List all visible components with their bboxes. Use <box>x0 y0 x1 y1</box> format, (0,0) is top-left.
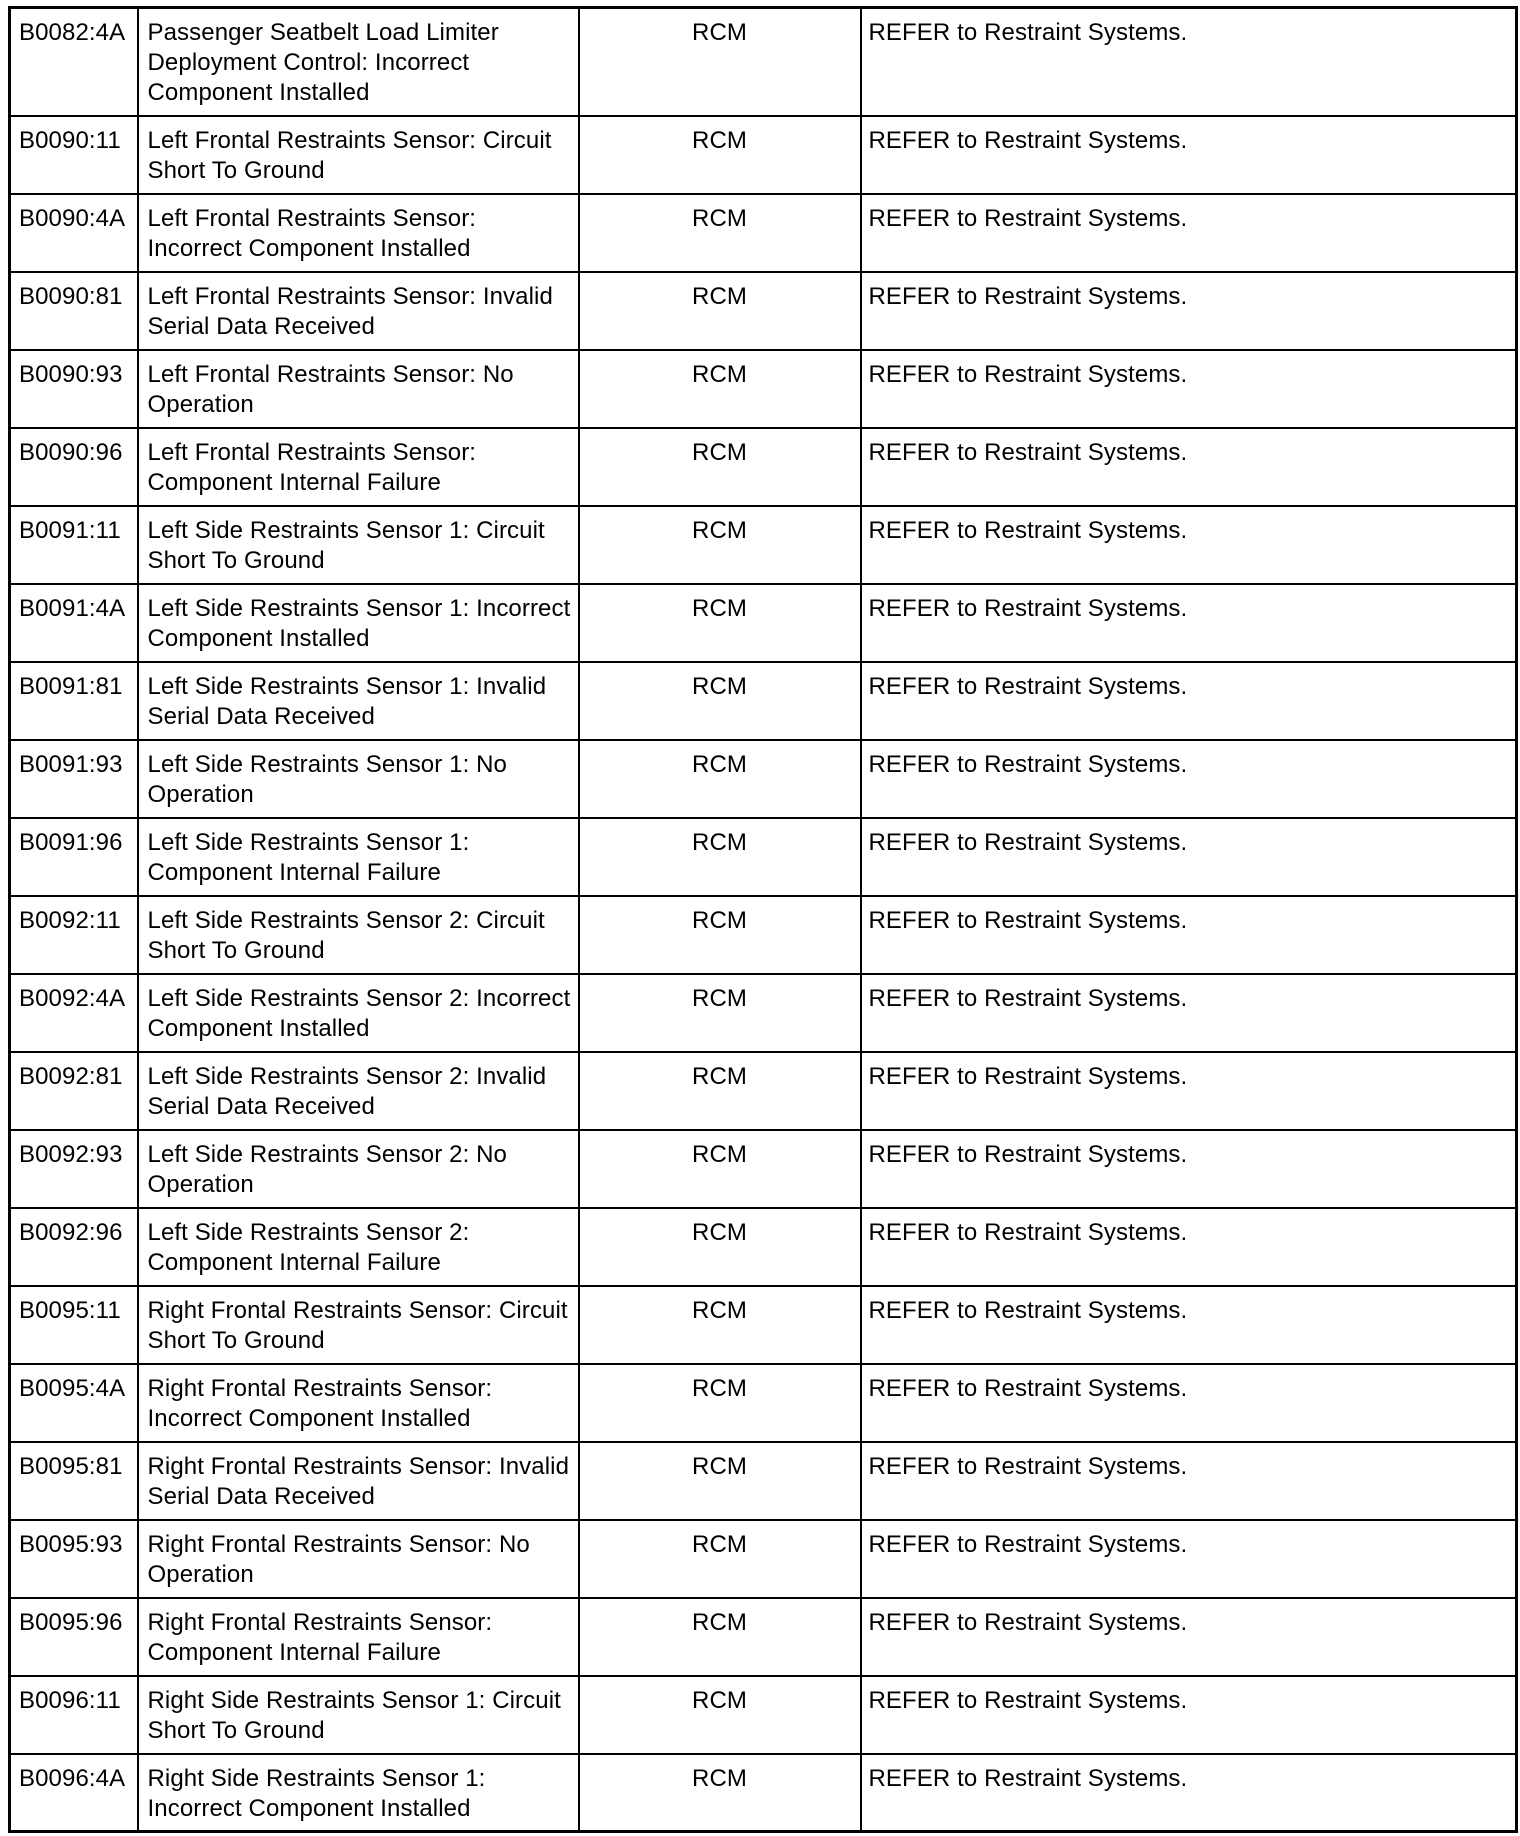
dtc-description: Right Frontal Restraints Sensor: Component Internal Failure <box>138 1598 579 1676</box>
dtc-module: RCM <box>579 1208 861 1286</box>
table-row <box>10 1364 1517 1442</box>
dtc-code: B0091:81 <box>10 662 138 740</box>
dtc-description: Left Side Restraints Sensor 2: Circuit Short To Ground <box>138 896 579 974</box>
dtc-module: RCM <box>579 1286 861 1364</box>
dtc-action: REFER to Restraint Systems. <box>861 1208 1517 1286</box>
dtc-action: REFER to Restraint Systems. <box>861 428 1517 506</box>
dtc-action: REFER to Restraint Systems. <box>861 1520 1517 1598</box>
dtc-description: Right Frontal Restraints Sensor: Incorrect Component Installed <box>138 1364 579 1442</box>
dtc-code: B0096:4A <box>10 1754 138 1832</box>
dtc-description: Right Frontal Restraints Sensor: Invalid Serial Data Received <box>138 1442 579 1520</box>
dtc-table <box>8 6 1518 1833</box>
dtc-code: B0091:4A <box>10 584 138 662</box>
dtc-code: B0095:4A <box>10 1364 138 1442</box>
dtc-module: RCM <box>579 662 861 740</box>
dtc-action: REFER to Restraint Systems. <box>861 1598 1517 1676</box>
dtc-description: Right Frontal Restraints Sensor: No Operation <box>138 1520 579 1598</box>
table-row <box>10 1208 1517 1286</box>
table-row <box>10 896 1517 974</box>
table-row <box>10 116 1517 194</box>
dtc-module: RCM <box>579 506 861 584</box>
dtc-module: RCM <box>579 818 861 896</box>
dtc-module: RCM <box>579 740 861 818</box>
dtc-code: B0092:4A <box>10 974 138 1052</box>
dtc-code: B0090:4A <box>10 194 138 272</box>
dtc-description: Left Frontal Restraints Sensor: Invalid Serial Data Received <box>138 272 579 350</box>
table-row <box>10 272 1517 350</box>
table-row <box>10 1286 1517 1364</box>
table-row <box>10 1052 1517 1130</box>
dtc-description: Left Side Restraints Sensor 2: Invalid Serial Data Received <box>138 1052 579 1130</box>
dtc-action: REFER to Restraint Systems. <box>861 974 1517 1052</box>
dtc-action: REFER to Restraint Systems. <box>861 1364 1517 1442</box>
dtc-action: REFER to Restraint Systems. <box>861 1676 1517 1754</box>
dtc-description: Left Frontal Restraints Sensor: Circuit Short To Ground <box>138 116 579 194</box>
dtc-description: Left Frontal Restraints Sensor: No Operation <box>138 350 579 428</box>
dtc-description: Left Side Restraints Sensor 1: Component Internal Failure <box>138 818 579 896</box>
dtc-module: RCM <box>579 428 861 506</box>
dtc-code: B0091:96 <box>10 818 138 896</box>
dtc-module: RCM <box>579 1130 861 1208</box>
table-row <box>10 740 1517 818</box>
dtc-code: B0091:93 <box>10 740 138 818</box>
dtc-table-body <box>10 8 1517 1832</box>
dtc-action: REFER to Restraint Systems. <box>861 662 1517 740</box>
dtc-code: B0092:93 <box>10 1130 138 1208</box>
dtc-module: RCM <box>579 584 861 662</box>
dtc-module: RCM <box>579 1598 861 1676</box>
dtc-code: B0090:93 <box>10 350 138 428</box>
table-row <box>10 428 1517 506</box>
dtc-action: REFER to Restraint Systems. <box>861 1442 1517 1520</box>
dtc-action: REFER to Restraint Systems. <box>861 194 1517 272</box>
dtc-module: RCM <box>579 1676 861 1754</box>
table-row <box>10 350 1517 428</box>
dtc-module: RCM <box>579 8 861 116</box>
dtc-code: B0096:11 <box>10 1676 138 1754</box>
dtc-action: REFER to Restraint Systems. <box>861 740 1517 818</box>
dtc-module: RCM <box>579 896 861 974</box>
dtc-action: REFER to Restraint Systems. <box>861 818 1517 896</box>
dtc-action: REFER to Restraint Systems. <box>861 1286 1517 1364</box>
dtc-action: REFER to Restraint Systems. <box>861 350 1517 428</box>
table-row <box>10 974 1517 1052</box>
dtc-code: B0090:96 <box>10 428 138 506</box>
table-row <box>10 8 1517 116</box>
dtc-description: Left Side Restraints Sensor 1: Incorrect Component Installed <box>138 584 579 662</box>
table-row <box>10 1520 1517 1598</box>
table-row <box>10 1754 1517 1832</box>
dtc-action: REFER to Restraint Systems. <box>861 896 1517 974</box>
dtc-code: B0095:96 <box>10 1598 138 1676</box>
dtc-action: REFER to Restraint Systems. <box>861 116 1517 194</box>
dtc-module: RCM <box>579 194 861 272</box>
table-row <box>10 662 1517 740</box>
dtc-code: B0090:81 <box>10 272 138 350</box>
dtc-code: B0092:96 <box>10 1208 138 1286</box>
table-row <box>10 194 1517 272</box>
table-row <box>10 584 1517 662</box>
dtc-description: Left Side Restraints Sensor 2: No Operation <box>138 1130 579 1208</box>
table-row <box>10 506 1517 584</box>
dtc-module: RCM <box>579 1052 861 1130</box>
dtc-description: Left Side Restraints Sensor 1: Invalid Serial Data Received <box>138 662 579 740</box>
dtc-action: REFER to Restraint Systems. <box>861 8 1517 116</box>
table-row <box>10 818 1517 896</box>
dtc-description: Right Side Restraints Sensor 1: Incorrect Component Installed <box>138 1754 579 1832</box>
dtc-module: RCM <box>579 974 861 1052</box>
dtc-description: Left Side Restraints Sensor 1: Circuit Short To Ground <box>138 506 579 584</box>
dtc-code: B0095:11 <box>10 1286 138 1364</box>
dtc-description: Left Frontal Restraints Sensor: Component Internal Failure <box>138 428 579 506</box>
dtc-action: REFER to Restraint Systems. <box>861 584 1517 662</box>
dtc-module: RCM <box>579 1442 861 1520</box>
dtc-action: REFER to Restraint Systems. <box>861 1052 1517 1130</box>
dtc-action: REFER to Restraint Systems. <box>861 1754 1517 1832</box>
dtc-action: REFER to Restraint Systems. <box>861 506 1517 584</box>
dtc-code: B0091:11 <box>10 506 138 584</box>
dtc-description: Left Side Restraints Sensor 2: Incorrect Component Installed <box>138 974 579 1052</box>
dtc-module: RCM <box>579 116 861 194</box>
table-row <box>10 1676 1517 1754</box>
dtc-description: Left Frontal Restraints Sensor: Incorrect Component Installed <box>138 194 579 272</box>
dtc-code: B0092:81 <box>10 1052 138 1130</box>
dtc-module: RCM <box>579 1364 861 1442</box>
table-row <box>10 1130 1517 1208</box>
dtc-description: Right Side Restraints Sensor 1: Circuit Short To Ground <box>138 1676 579 1754</box>
dtc-code: B0082:4A <box>10 8 138 116</box>
dtc-action: REFER to Restraint Systems. <box>861 1130 1517 1208</box>
dtc-module: RCM <box>579 350 861 428</box>
dtc-module: RCM <box>579 272 861 350</box>
dtc-module: RCM <box>579 1520 861 1598</box>
dtc-description: Left Side Restraints Sensor 1: No Operation <box>138 740 579 818</box>
dtc-code: B0092:11 <box>10 896 138 974</box>
dtc-code: B0095:81 <box>10 1442 138 1520</box>
table-row <box>10 1598 1517 1676</box>
dtc-action: REFER to Restraint Systems. <box>861 272 1517 350</box>
dtc-description: Left Side Restraints Sensor 2: Component Internal Failure <box>138 1208 579 1286</box>
dtc-code: B0095:93 <box>10 1520 138 1598</box>
dtc-description: Passenger Seatbelt Load Limiter Deployment Control: Incorrect Component Installed <box>138 8 579 116</box>
dtc-description: Right Frontal Restraints Sensor: Circuit Short To Ground <box>138 1286 579 1364</box>
dtc-code: B0090:11 <box>10 116 138 194</box>
dtc-module: RCM <box>579 1754 861 1832</box>
table-row <box>10 1442 1517 1520</box>
